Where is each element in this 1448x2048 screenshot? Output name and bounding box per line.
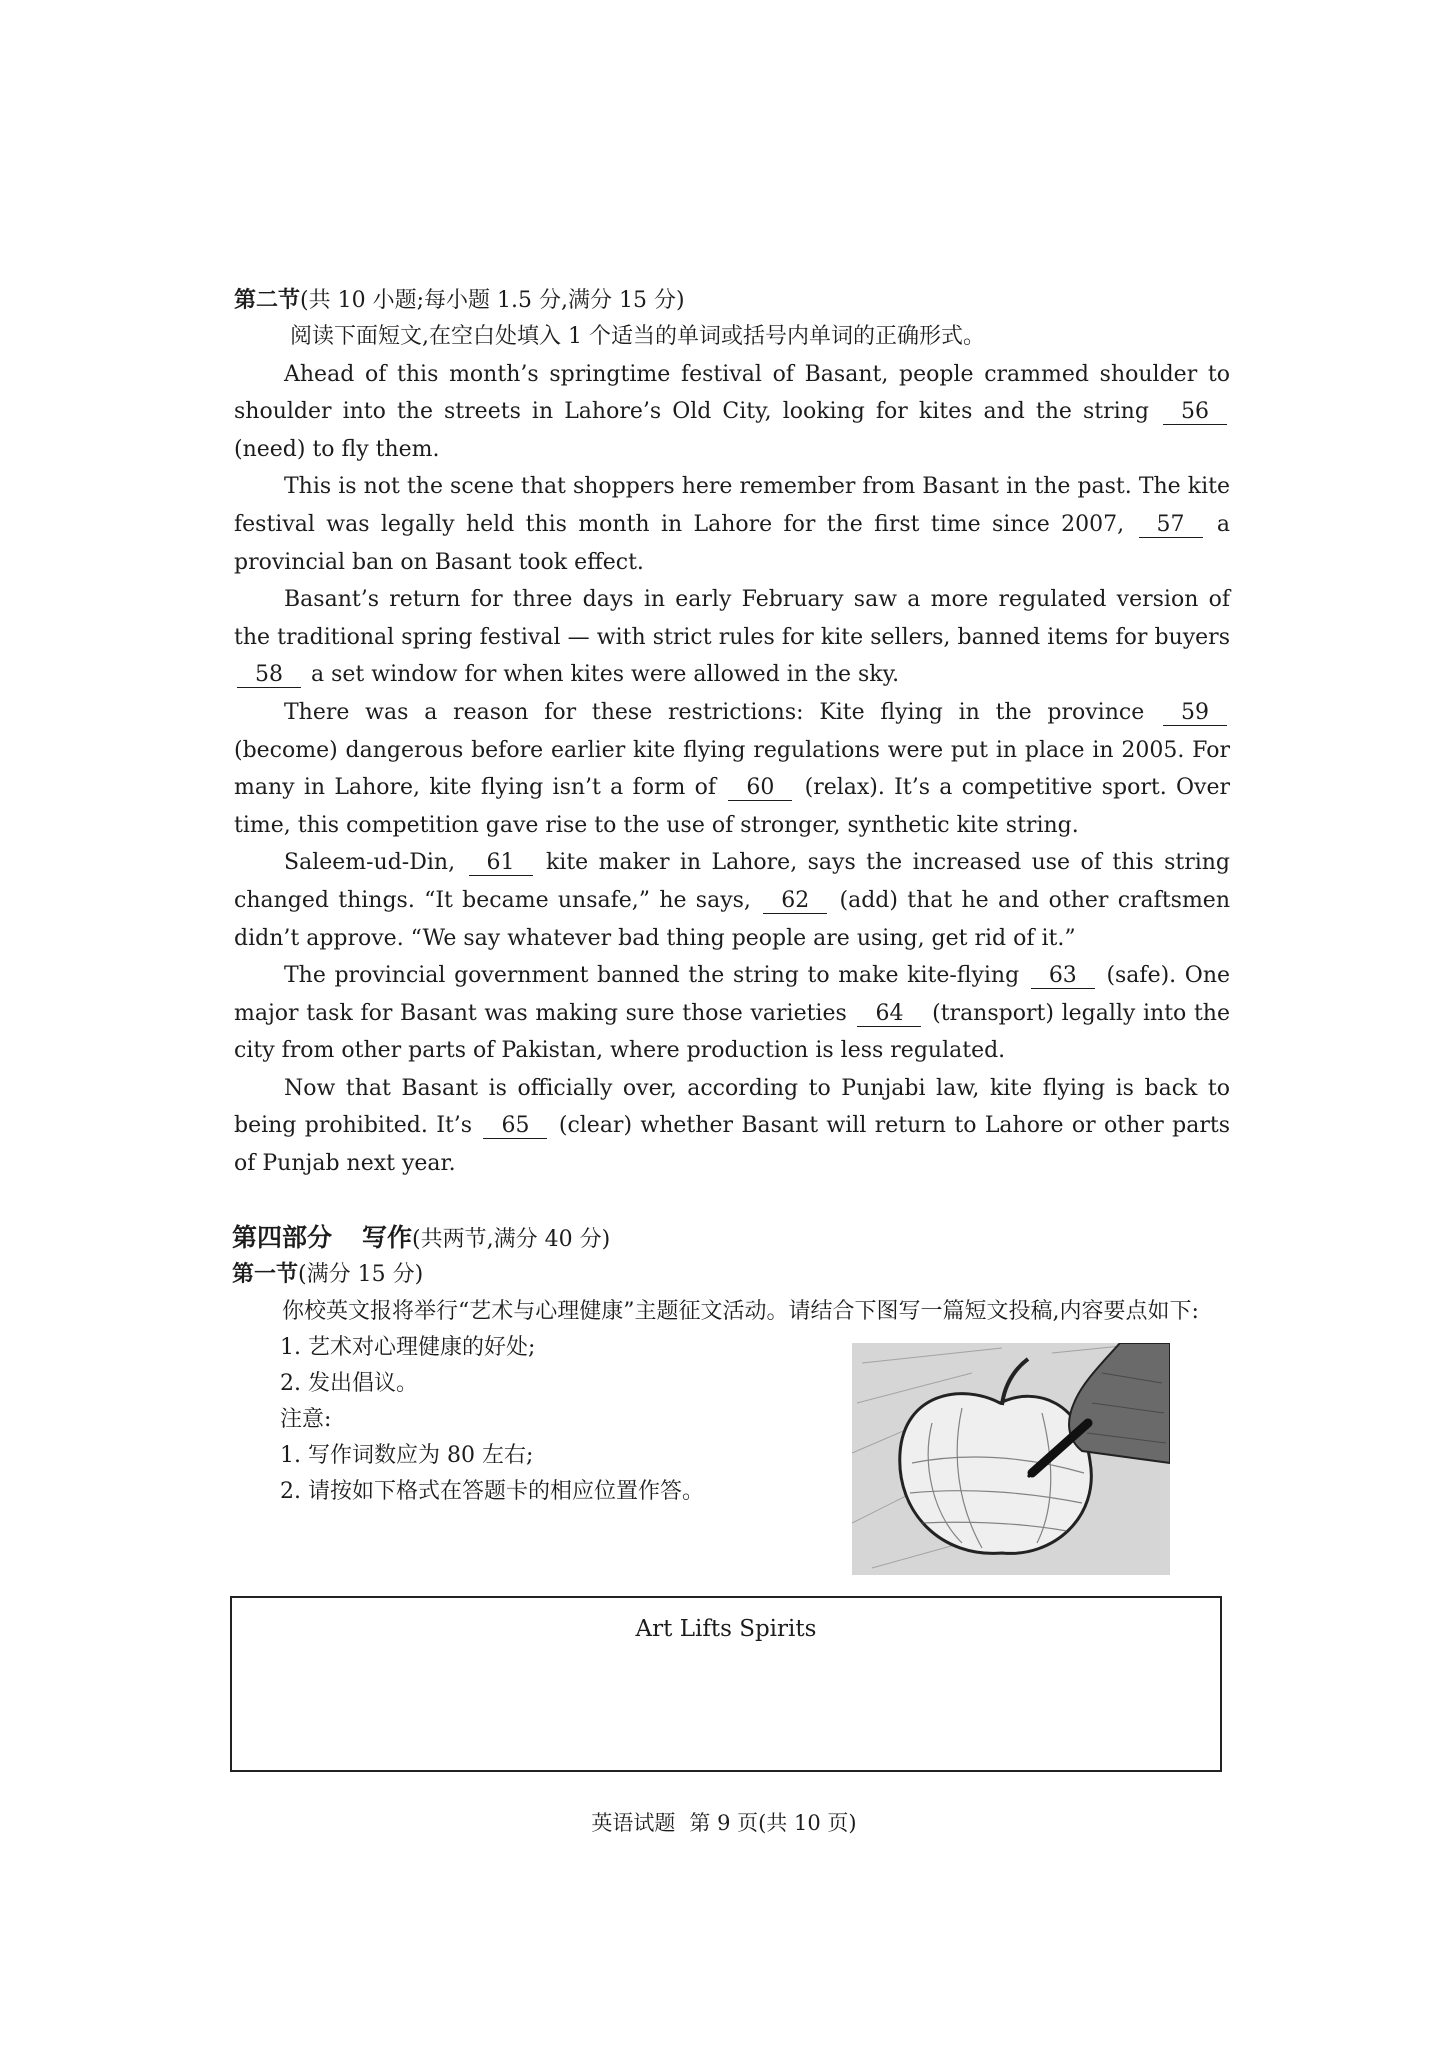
passage-paragraph-4 <box>234 694 1230 844</box>
p6-text-c: (transport) legally into the city from other parts of Pakistan, where production is less regulated. <box>234 1000 1230 1064</box>
section1-heading <box>232 1257 423 1288</box>
p4-text-c: (relax). It’s a competitive sport. Over time, this competition gave rise to the use of stronger, synthetic kite string. <box>234 775 1230 838</box>
p7-text-b: (clear) whether Basant will return to Lahore or other parts of Punjab next year. <box>234 1113 1231 1177</box>
passage-paragraph-6 <box>234 957 1230 1070</box>
blank-63[interactable]: 63 <box>1031 964 1095 989</box>
blank-62[interactable]: 62 <box>763 889 827 914</box>
blank-65[interactable]: 65 <box>483 1114 547 1139</box>
section2-heading-note: (共 10 小题;每小题 1.5 分,满分 15 分) <box>300 288 685 313</box>
p1-text-a: Ahead of this month’s springtime festival of Basant, people crammed shoulder to shoulder into the streets in Lahore’s Old City, looking for kites and the string <box>234 361 1230 425</box>
cloze-passage <box>234 318 1230 1183</box>
content-point-2: 2. 发出倡议。 <box>280 1371 418 1396</box>
apple-sketch-illustration <box>852 1343 1170 1575</box>
p5-text-a: Saleem-ud-Din, <box>284 850 456 876</box>
notes-label: 注意: <box>280 1407 332 1432</box>
p2-text-b: a provincial ban on Basant took effect. <box>234 511 1230 575</box>
essay-title: Art Lifts Spirits <box>635 1616 817 1642</box>
section2-heading-label: 第二节 <box>234 287 301 313</box>
content-point-1: 1. 艺术对心理健康的好处; <box>280 1335 536 1360</box>
blank-59[interactable]: 59 <box>1163 701 1227 726</box>
section1-heading-label: 第一节 <box>232 1261 299 1287</box>
p6-text-b: (safe). One major task for Basant was making sure those varieties <box>234 963 1231 1026</box>
blank-61[interactable]: 61 <box>469 851 533 876</box>
blank-58[interactable]: 58 <box>237 663 301 688</box>
part4-title: 写作 <box>362 1223 413 1252</box>
note-2: 2. 请按如下格式在答题卡的相应位置作答。 <box>280 1479 704 1504</box>
p2-text-a: This is not the scene that shoppers here remember from Basant in the past. The kite festival was legally held this month in Lahore for the first time since 2007, <box>234 474 1230 537</box>
footer-subject: 英语试题 <box>591 1811 676 1835</box>
passage-paragraph-3 <box>234 581 1230 694</box>
passage-paragraph-5 <box>234 844 1230 957</box>
footer-page-number: 第 9 页(共 10 页) <box>689 1811 857 1835</box>
part4-heading <box>232 1218 610 1254</box>
blank-60[interactable]: 60 <box>728 776 792 801</box>
blank-57[interactable]: 57 <box>1139 513 1203 538</box>
note-1: 1. 写作词数应为 80 左右; <box>280 1443 534 1468</box>
p4-text-b: (become) dangerous before earlier kite flying regulations were put in place in 2005. For many in Lahore, kite flying isn’t a form of <box>234 737 1230 801</box>
page-footer <box>0 1807 1448 1837</box>
p3-text-a: Basant’s return for three days in early February saw a more regulated version of the traditional spring festival — with strict rules for kite sellers, banned items for buyers <box>234 587 1230 650</box>
p7-text-a: Now that Basant is officially over, according to Punjabi law, kite flying is back to being prohibited. It’s <box>234 1075 1230 1139</box>
p1-text-b: (need) to fly them. <box>234 436 440 462</box>
section1-heading-note: (满分 15 分) <box>298 1262 424 1287</box>
apple-drawing-icon <box>852 1343 1170 1575</box>
blank-64[interactable]: 64 <box>857 1002 921 1027</box>
p4-text-a: There was a reason for these restrictions: Kite flying in the province <box>284 699 1145 725</box>
passage-paragraph-1 <box>234 356 1230 469</box>
section2-heading <box>234 283 685 314</box>
answer-box[interactable] <box>230 1596 1222 1772</box>
blank-56[interactable]: 56 <box>1163 400 1227 425</box>
p5-text-c: (add) that he and other craftsmen didn’t approve. “We say whatever bad thing people are using, get rid of it.” <box>234 887 1230 951</box>
part4-label: 第四部分 <box>232 1223 333 1252</box>
p3-text-b: a set window for when kites were allowed in the sky. <box>311 662 900 688</box>
passage-paragraph-7 <box>234 1070 1230 1183</box>
writing-prompt: 你校英文报将举行“艺术与心理健康”主题征文活动。请结合下图写一篇短文投稿,内容要点如下: <box>282 1299 1199 1324</box>
part4-note: (共两节,满分 40 分) <box>412 1227 611 1252</box>
passage-paragraph-2 <box>234 468 1230 581</box>
p5-text-b: kite maker in Lahore, says the increased use of this string changed things. “It became unsafe,” he says, <box>234 850 1231 913</box>
section2-instruction: 阅读下面短文,在空白处填入 1 个适当的单词或括号内单词的正确形式。 <box>290 324 985 349</box>
p6-text-a: The provincial government banned the string to make kite-flying <box>284 963 1020 989</box>
